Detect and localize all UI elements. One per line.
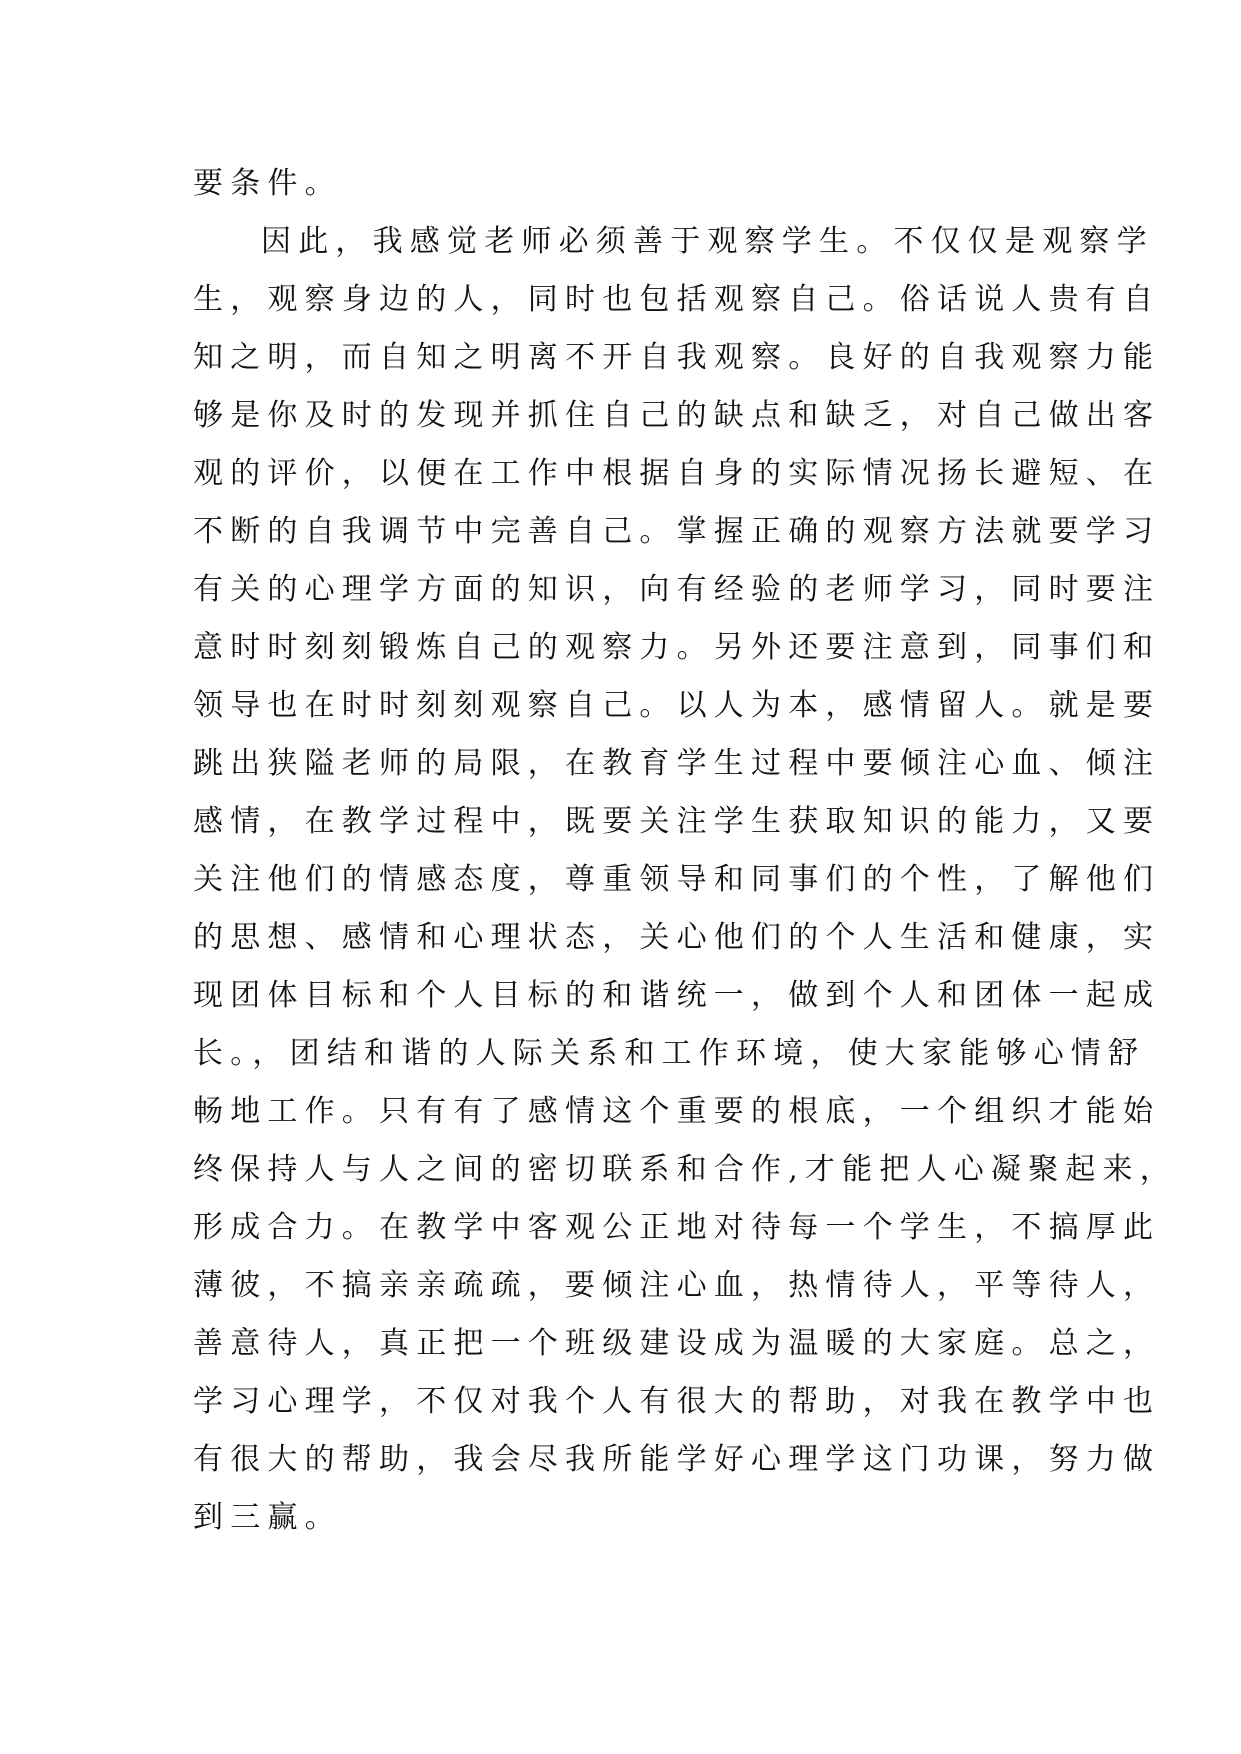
- text-line: 关注他们的情感态度，尊重领导和同事们的个性，了解他们: [193, 862, 1161, 897]
- text-line: 学习心理学，不仅对我个人有很大的帮助，对我在教学中也: [193, 1384, 1161, 1419]
- text-line: 观的评价，以便在工作中根据自身的实际情况扬长避短、在: [193, 456, 1161, 491]
- text-line: 现团体目标和个人目标的和谐统一，做到个人和团体一起成: [193, 978, 1161, 1013]
- text-line: 因此，我感觉老师必须善于观察学生。不仅仅是观察学: [261, 224, 1154, 259]
- text-line: 有很大的帮助，我会尽我所能学好心理学这门功课，努力做: [193, 1442, 1161, 1477]
- text-line: 形成合力。在教学中客观公正地对待每一个学生，不搞厚此: [193, 1210, 1161, 1245]
- body-text: [193, 155, 1177, 1547]
- text-line: 的思想、感情和心理状态，关心他们的个人生活和健康，实: [193, 920, 1161, 955]
- text-line: 善意待人，真正把一个班级建设成为温暖的大家庭。总之，: [193, 1326, 1161, 1361]
- text-line: 有关的心理学方面的知识，向有经验的老师学习，同时要注: [193, 572, 1161, 607]
- text-line: 长。，团结和谐的人际关系和工作环境，使大家能够心情舒: [193, 1036, 1146, 1071]
- text-line: 领导也在时时刻刻观察自己。以人为本，感情留人。就是要: [193, 688, 1161, 723]
- text-line: 跳出狭隘老师的局限，在教育学生过程中要倾注心血、倾注: [193, 746, 1161, 781]
- text-line: 到三赢。: [193, 1500, 342, 1535]
- text-line: 意时时刻刻锻炼自己的观察力。另外还要注意到，同事们和: [193, 630, 1161, 665]
- text-line: 终保持人与人之间的密切联系和合作,才能把人心凝聚起来，: [193, 1152, 1177, 1187]
- text-line: 感情，在教学过程中，既要关注学生获取知识的能力，又要: [193, 804, 1161, 839]
- text-line: 薄彼，不搞亲亲疏疏，要倾注心血，热情待人，平等待人，: [193, 1268, 1161, 1303]
- text-line: 生，观察身边的人，同时也包括观察自己。俗话说人贵有自: [193, 282, 1161, 317]
- text-line: 够是你及时的发现并抓住自己的缺点和缺乏，对自己做出客: [193, 398, 1161, 433]
- text-line: 要条件。: [193, 166, 342, 201]
- text-line: 不断的自我调节中完善自己。掌握正确的观察方法就要学习: [193, 514, 1161, 549]
- text-line: 知之明，而自知之明离不开自我观察。良好的自我观察力能: [193, 340, 1161, 375]
- text-line: 畅地工作。只有有了感情这个重要的根底，一个组织才能始: [193, 1094, 1161, 1129]
